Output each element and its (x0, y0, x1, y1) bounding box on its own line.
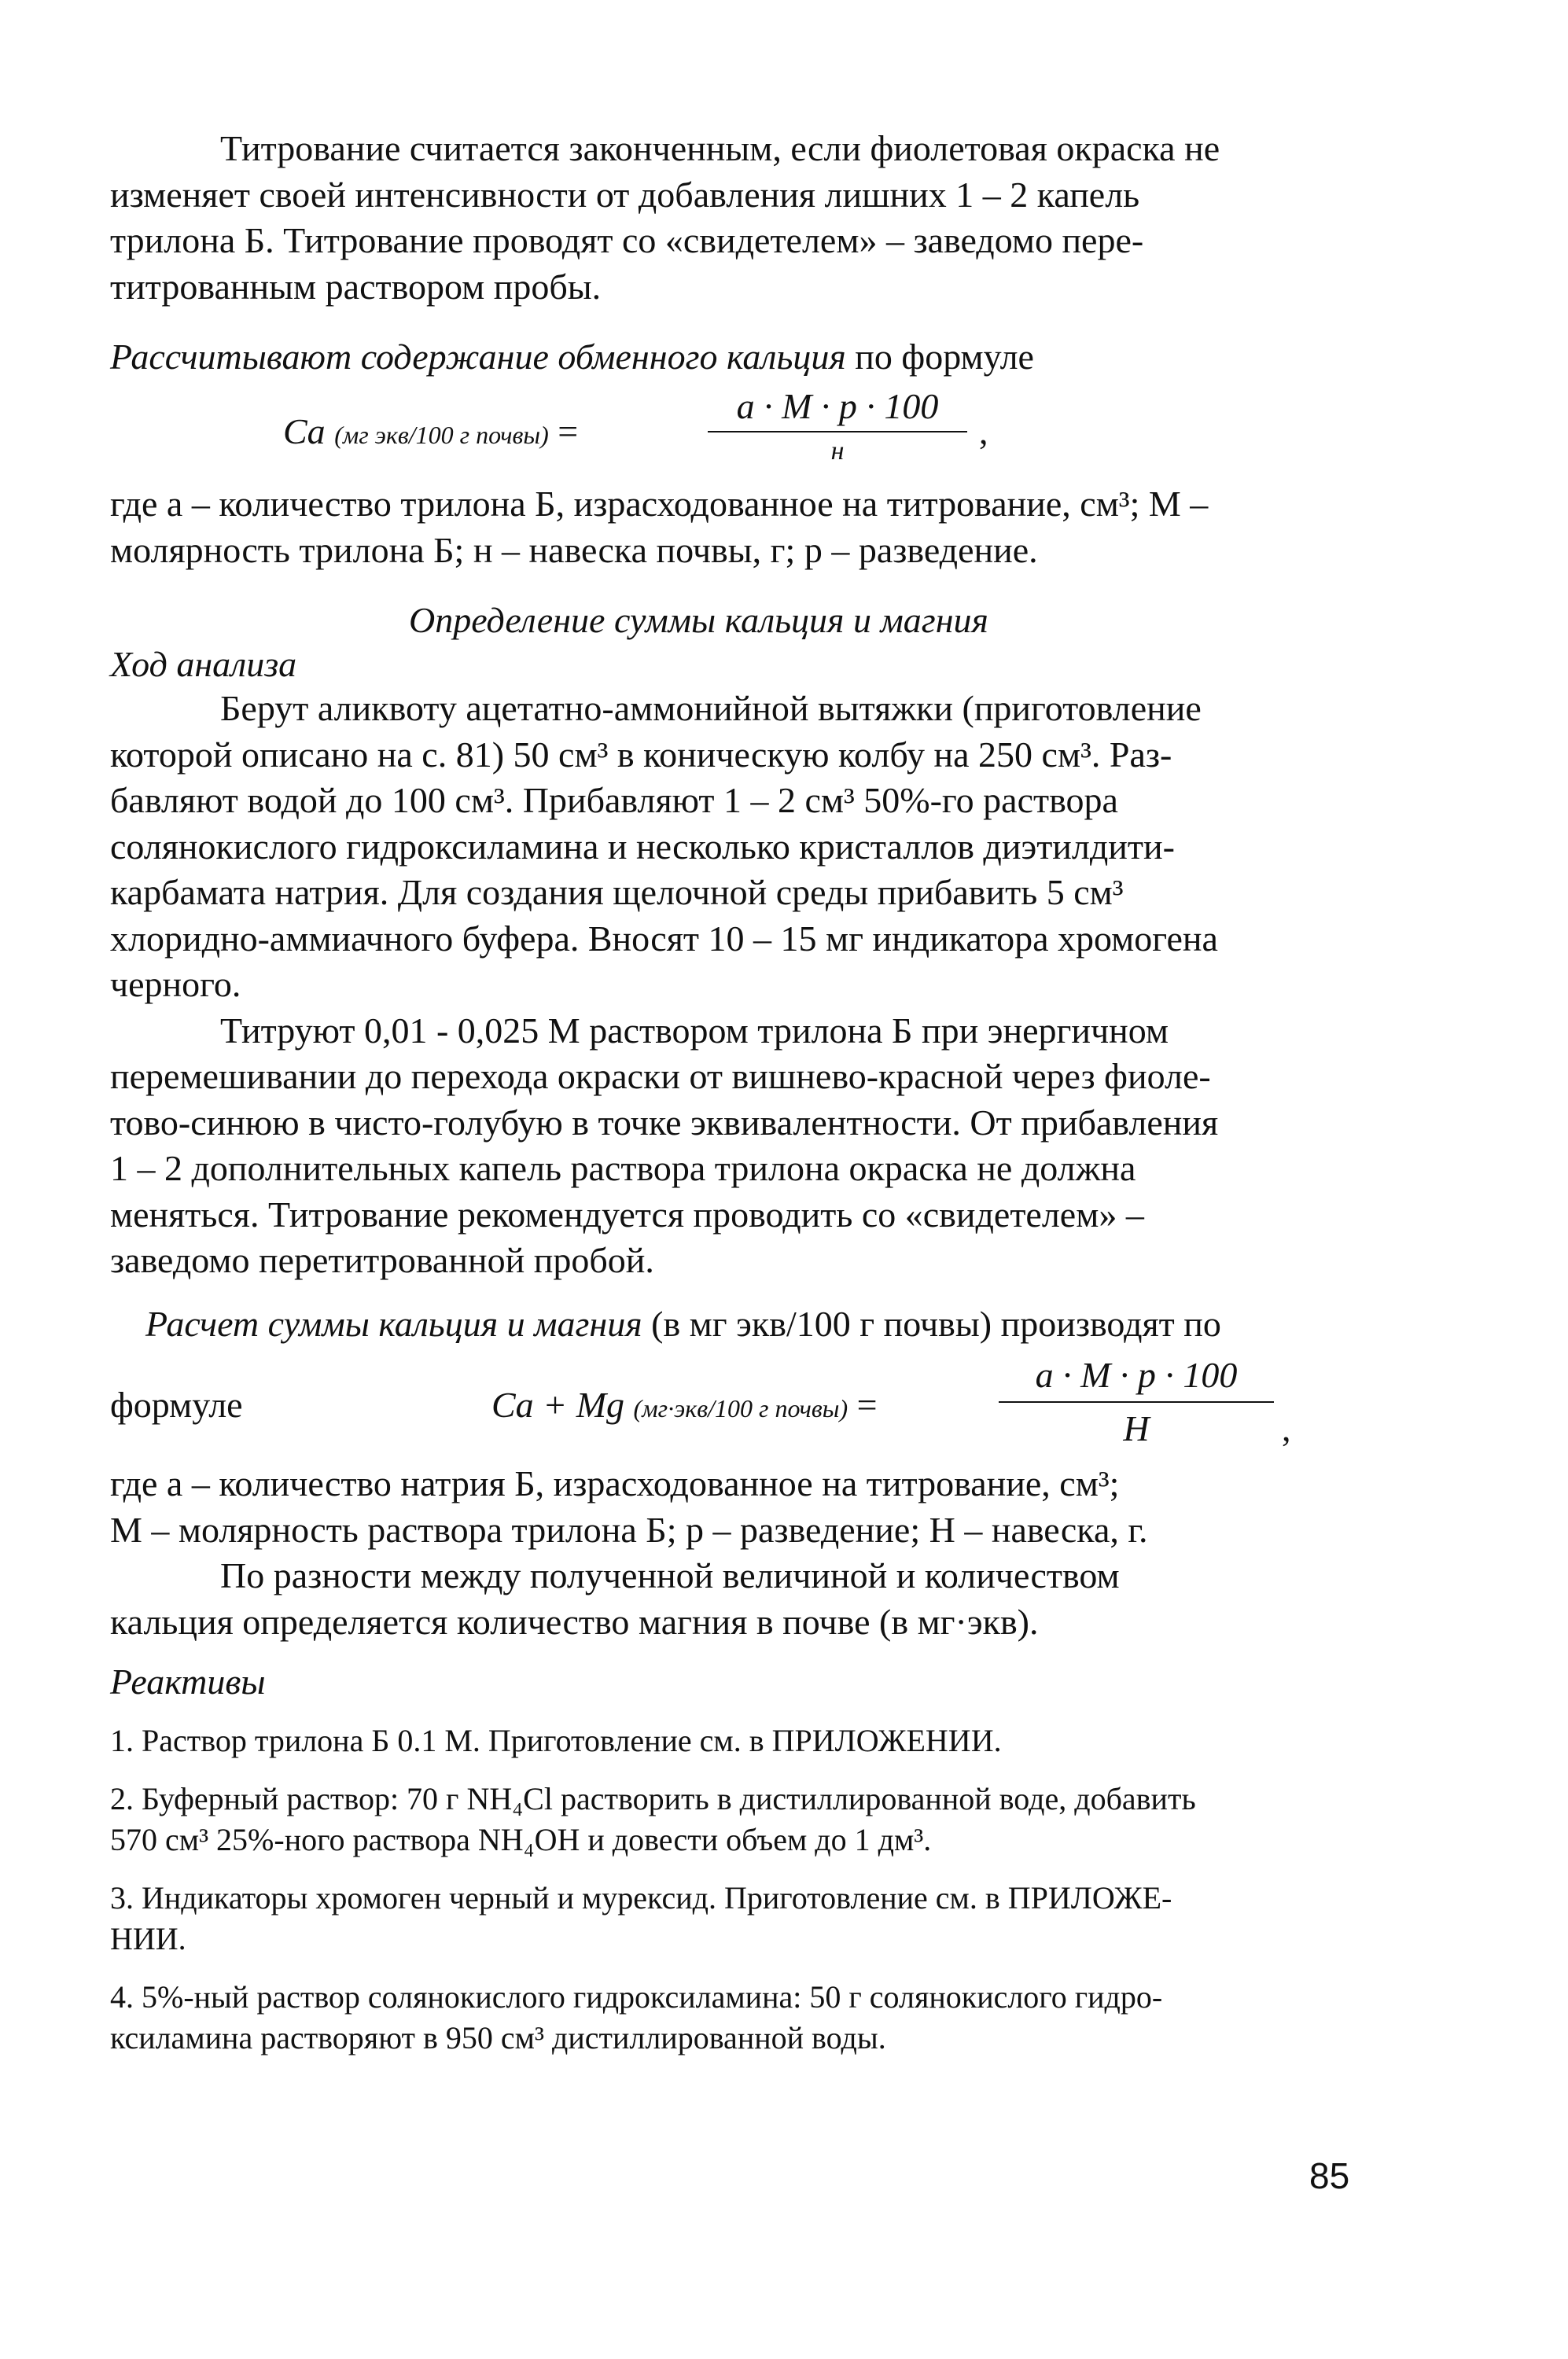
reagent-item: НИИ. (110, 1921, 186, 1956)
sum-formula-legend (110, 1461, 1341, 1645)
text-line: карбамата натрия. Для создания щелочной среды прибавить 5 см³ (110, 872, 1124, 912)
intro-italic: Рассчитывают содержание обменного кальция (110, 337, 846, 377)
text-line: заведомо перетитрованной пробой. (110, 1240, 654, 1280)
text-line: Берут аликвоту ацетатно-аммонийной вытяжки (приготовление (220, 688, 1202, 728)
formula-comma: , (979, 411, 988, 451)
reagent-item: ксиламина растворяют в 950 см³ дистиллированной воды. (110, 2020, 886, 2055)
text-line: молярность трилона Б; н – навеска почвы, г; p – разведение. (110, 529, 1038, 570)
formula-units: (мг экв/100 г почвы) (334, 421, 549, 449)
sum-formula-lhs (491, 1384, 878, 1426)
formula-equals: = (856, 1385, 878, 1425)
calcium-formula-numerator: a · M · p · 100 (736, 386, 939, 426)
fraction-bar (708, 431, 967, 432)
calcium-formula-lhs (283, 410, 578, 452)
calcium-formula-denominator: н (830, 436, 845, 466)
text-line: 1 – 2 дополнительных капель раствора трилона окраска не должна (110, 1148, 1136, 1188)
text-line: M – молярность раствора трилона Б; p – разведение; H – навеска, г. (110, 1509, 1148, 1550)
text-line: хлоридно-аммиачного буфера. Вносят 10 – 15 мг индикатора хромогена (110, 918, 1218, 959)
reagent-item: 2. Буферный раствор: 70 г NH₄Cl растворить в дистиллированной воде, добавить (110, 1781, 1196, 1816)
text-line: По разности между полученной величиной и количеством (220, 1555, 1120, 1595)
intro-italic: Расчет суммы кальция и магния (145, 1304, 642, 1344)
reagent-item: 570 см³ 25%-ного раствора NH₄OH и довести объем до 1 дм³. (110, 1822, 932, 1857)
page-number: 85 (1309, 2155, 1350, 2196)
formula-equals: = (558, 411, 579, 451)
reagent-item: 4. 5%-ный раствор солянокислого гидроксиламина: 50 г солянокислого гидро- (110, 1979, 1163, 2015)
formula-comma: , (1282, 1408, 1291, 1448)
text-line: где a – количество натрия Б, израсходованное на титрование, см³; (110, 1463, 1120, 1503)
text-line: солянокислого гидроксиламина и несколько кристаллов диэтилдити- (110, 826, 1175, 867)
reagents-heading: Реактивы (110, 1662, 266, 1702)
text-line: черного. (110, 964, 241, 1004)
text-line: перемешивании до перехода окраски от вишнево-красной через фиоле- (110, 1056, 1211, 1096)
reagent-item: 3. Индикаторы хромоген черный и мурексид. Приготовление см. в ПРИЛОЖЕ- (110, 1880, 1172, 1916)
intro-rest: по формуле (845, 337, 1034, 377)
sum-formula-numerator: a · M · p · 100 (1035, 1355, 1238, 1395)
text-line: кальция определяется количество магния в почве (в мг·экв). (110, 1601, 1039, 1642)
text-line: бавляют водой до 100 см³. Прибавляют 1 – 2 см³ 50%-го раствора (110, 780, 1118, 820)
intro-rest: (в мг экв/100 г почвы) производят по (642, 1304, 1221, 1344)
formula-word: формуле (110, 1385, 243, 1425)
analysis-heading: Ход анализа (110, 644, 297, 684)
text-line: Титрование считается законченным, если фиолетовая окраска не (220, 128, 1220, 168)
text-line: меняться. Титрование рекомендуется проводить со «свидетелем» – (110, 1194, 1144, 1235)
sum-formula-denominator: H (1123, 1408, 1150, 1448)
formula-units: (мг·экв/100 г почвы) (633, 1394, 848, 1422)
titration-end-paragraph (110, 126, 1341, 310)
text-line: где a – количество трилона Б, израсходованное на титрование, см³; M – (110, 484, 1209, 524)
reagent-item: 1. Раствор трилона Б 0.1 М. Приготовление см. в ПРИЛОЖЕНИИ. (110, 1723, 1002, 1758)
section-heading: Определение суммы кальция и магния (409, 600, 988, 640)
reagents-list (110, 1720, 1341, 2059)
calcium-formula-legend (110, 481, 1341, 573)
text-line: титрованным раствором пробы. (110, 266, 602, 307)
procedure-text (110, 686, 1341, 1284)
formula-ca-mg: Ca + Mg (491, 1385, 625, 1425)
text-line: трилона Б. Титрование проводят со «свидетелем» – заведомо пере- (110, 220, 1144, 260)
text-line: изменяет своей интенсивности от добавления лишних 1 – 2 капель (110, 174, 1140, 215)
fraction-bar (999, 1401, 1274, 1403)
text-line: которой описано на с. 81) 50 см³ в коническую колбу на 250 см³. Раз- (110, 734, 1172, 775)
text-line: тово-синюю в чисто-голубую в точке эквивалентности. От прибавления (110, 1102, 1219, 1143)
formula-ca: Ca (283, 411, 326, 451)
text-line: Титруют 0,01 - 0,025 М раствором трилона Б при энергичном (220, 1010, 1169, 1051)
sum-formula-intro (145, 1301, 1341, 1348)
calcium-formula-intro (110, 334, 1341, 381)
